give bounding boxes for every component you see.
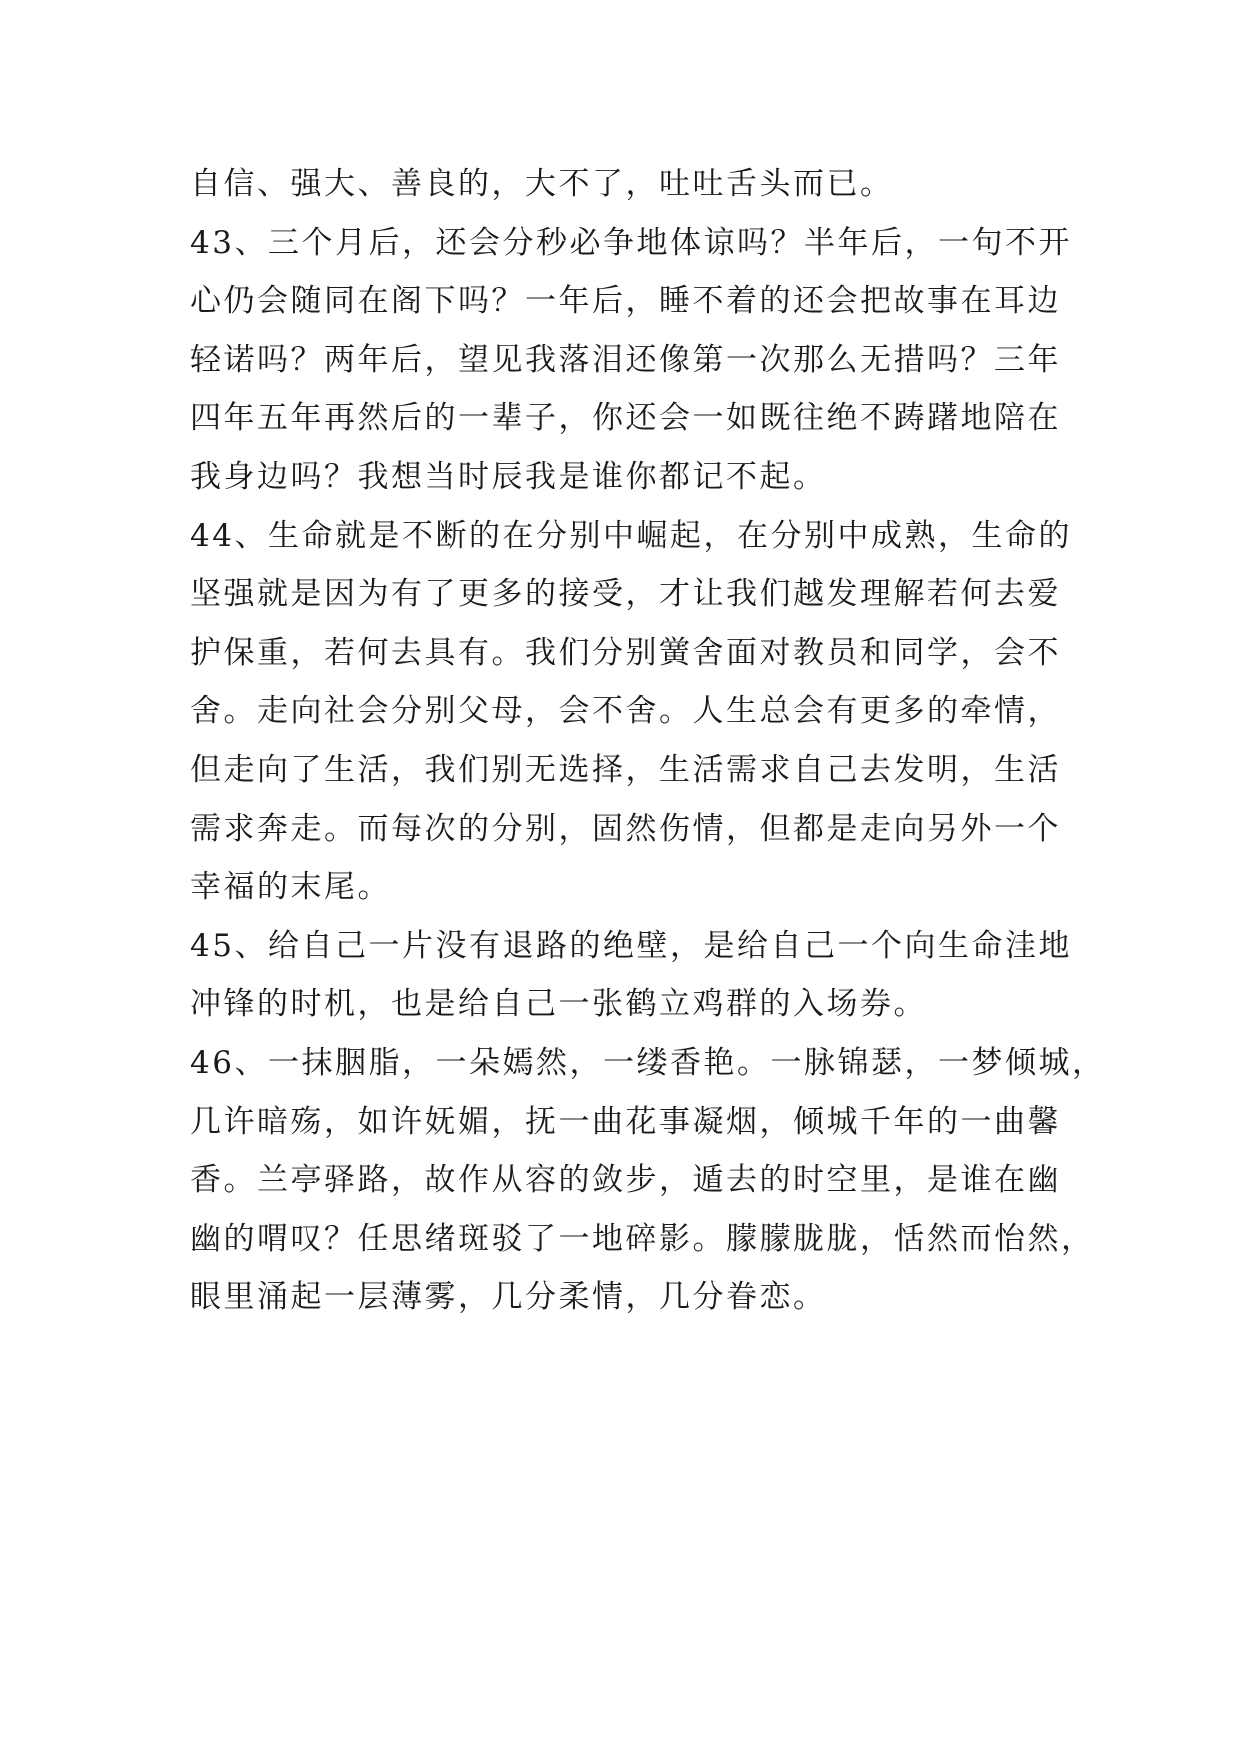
text-line: 幸福的末尾。 <box>190 869 391 906</box>
text-line: 眼里涌起一层薄雾，几分柔情，几分眷恋。 <box>190 1279 827 1316</box>
text-line: 43、三个月后，还会分秒必争地体谅吗？半年后，一句不开 <box>190 224 1072 261</box>
text-line: 舍。走向社会分别父母，会不舍。人生总会有更多的牵情， <box>190 693 1061 730</box>
text-line: 几许暗殇，如许妩媚，抚一曲花事凝烟，倾城千年的一曲馨 <box>190 1103 1061 1140</box>
text-line: 坚强就是因为有了更多的接受，才让我们越发理解若何去爱 <box>190 576 1061 613</box>
text-line: 需求奔走。而每次的分别，固然伤情，但都是走向另外一个 <box>190 810 1061 847</box>
text-line: 但走向了生活，我们别无选择，生活需求自己去发明，生活 <box>190 751 1061 788</box>
text-line: 44、生命就是不断的在分别中崛起，在分别中成熟，生命的 <box>190 517 1072 554</box>
text-line: 四年五年再然后的一辈子，你还会一如既往绝不踌躇地陪在 <box>190 400 1061 437</box>
text-line: 冲锋的时机，也是给自己一张鹤立鸡群的入场券。 <box>190 986 927 1023</box>
text-line: 护保重，若何去具有。我们分别黉舍面对教员和同学，会不 <box>190 634 1061 671</box>
text-line: 46、一抹胭脂，一朵嫣然，一缕香艳。一脉锦瑟，一梦倾城， <box>190 1044 1106 1081</box>
text-line: 自信、强大、善良的，大不了，吐吐舌头而已。 <box>190 166 894 202</box>
text-line: 心仍会随同在阁下吗？一年后，睡不着的还会把故事在耳边 <box>190 283 1061 320</box>
text-line: 45、给自己一片没有退路的绝壁，是给自己一个向生命洼地 <box>190 927 1072 964</box>
text-line: 香。兰亭驿路，故作从容的敛步，遁去的时空里，是谁在幽 <box>190 1162 1061 1199</box>
text-line: 幽的喟叹？任思绪斑驳了一地碎影。朦朦胧胧，恬然而怡然， <box>190 1220 1095 1257</box>
document-body-text <box>190 155 1106 1327</box>
text-line: 我身边吗？我想当时辰我是谁你都记不起。 <box>190 458 827 495</box>
text-line: 轻诺吗？两年后，望见我落泪还像第一次那么无措吗？三年 <box>190 341 1061 378</box>
